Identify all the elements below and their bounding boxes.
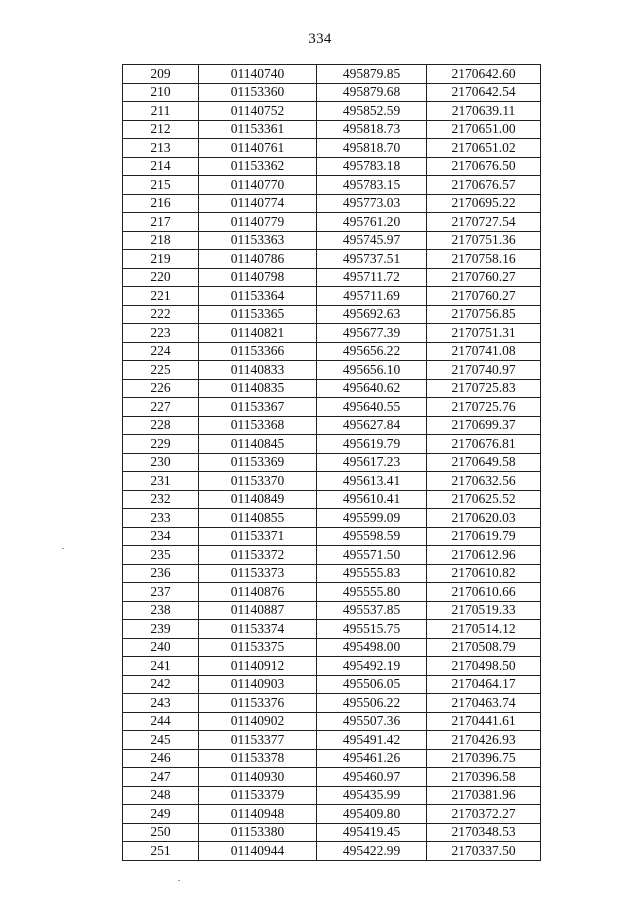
row-number-cell: 245 xyxy=(123,731,199,750)
row-number-cell: 213 xyxy=(123,139,199,158)
x-coordinate-cell: 495852.59 xyxy=(317,102,427,121)
point-id-cell: 01140903 xyxy=(199,675,317,694)
row-number-cell: 244 xyxy=(123,712,199,731)
x-coordinate-cell: 495677.39 xyxy=(317,324,427,343)
point-id-cell: 01140930 xyxy=(199,768,317,787)
table-row xyxy=(123,435,541,454)
point-id-cell: 01140944 xyxy=(199,842,317,861)
row-number-cell: 246 xyxy=(123,749,199,768)
coordinate-table xyxy=(122,64,541,861)
table-row xyxy=(123,157,541,176)
x-coordinate-cell: 495656.10 xyxy=(317,361,427,380)
row-number-cell: 224 xyxy=(123,342,199,361)
x-coordinate-cell: 495745.97 xyxy=(317,231,427,250)
table-row xyxy=(123,287,541,306)
point-id-cell: 01140876 xyxy=(199,583,317,602)
y-coordinate-cell: 2170651.02 xyxy=(427,139,541,158)
y-coordinate-cell: 2170396.75 xyxy=(427,749,541,768)
table-row xyxy=(123,416,541,435)
x-coordinate-cell: 495619.79 xyxy=(317,435,427,454)
y-coordinate-cell: 2170642.54 xyxy=(427,83,541,102)
y-coordinate-cell: 2170463.74 xyxy=(427,694,541,713)
point-id-cell: 01140835 xyxy=(199,379,317,398)
y-coordinate-cell: 2170751.36 xyxy=(427,231,541,250)
row-number-cell: 218 xyxy=(123,231,199,250)
row-number-cell: 247 xyxy=(123,768,199,787)
table-row xyxy=(123,65,541,84)
table-row xyxy=(123,749,541,768)
row-number-cell: 223 xyxy=(123,324,199,343)
table-row xyxy=(123,805,541,824)
point-id-cell: 01140740 xyxy=(199,65,317,84)
table-row xyxy=(123,564,541,583)
y-coordinate-cell: 2170727.54 xyxy=(427,213,541,232)
table-row xyxy=(123,509,541,528)
table-row xyxy=(123,694,541,713)
y-coordinate-cell: 2170649.58 xyxy=(427,453,541,472)
x-coordinate-cell: 495506.22 xyxy=(317,694,427,713)
point-id-cell: 01153364 xyxy=(199,287,317,306)
point-id-cell: 01140786 xyxy=(199,250,317,269)
y-coordinate-cell: 2170676.81 xyxy=(427,435,541,454)
table-row xyxy=(123,527,541,546)
point-id-cell: 01140752 xyxy=(199,102,317,121)
row-number-cell: 239 xyxy=(123,620,199,639)
point-id-cell: 01153360 xyxy=(199,83,317,102)
x-coordinate-cell: 495818.73 xyxy=(317,120,427,139)
y-coordinate-cell: 2170676.50 xyxy=(427,157,541,176)
table-row xyxy=(123,657,541,676)
y-coordinate-cell: 2170464.17 xyxy=(427,675,541,694)
row-number-cell: 209 xyxy=(123,65,199,84)
x-coordinate-cell: 495419.45 xyxy=(317,823,427,842)
y-coordinate-cell: 2170620.03 xyxy=(427,509,541,528)
table-row xyxy=(123,268,541,287)
y-coordinate-cell: 2170441.61 xyxy=(427,712,541,731)
row-number-cell: 214 xyxy=(123,157,199,176)
row-number-cell: 248 xyxy=(123,786,199,805)
point-id-cell: 01153368 xyxy=(199,416,317,435)
y-coordinate-cell: 2170758.16 xyxy=(427,250,541,269)
y-coordinate-cell: 2170498.50 xyxy=(427,657,541,676)
scan-speck xyxy=(178,880,180,881)
table-row xyxy=(123,361,541,380)
point-id-cell: 01153361 xyxy=(199,120,317,139)
row-number-cell: 220 xyxy=(123,268,199,287)
point-id-cell: 01140849 xyxy=(199,490,317,509)
table-row xyxy=(123,638,541,657)
row-number-cell: 229 xyxy=(123,435,199,454)
table-row xyxy=(123,194,541,213)
table-row xyxy=(123,83,541,102)
row-number-cell: 219 xyxy=(123,250,199,269)
row-number-cell: 241 xyxy=(123,657,199,676)
y-coordinate-cell: 2170381.96 xyxy=(427,786,541,805)
table-row xyxy=(123,546,541,565)
point-id-cell: 01140855 xyxy=(199,509,317,528)
y-coordinate-cell: 2170372.27 xyxy=(427,805,541,824)
x-coordinate-cell: 495640.62 xyxy=(317,379,427,398)
x-coordinate-cell: 495422.99 xyxy=(317,842,427,861)
x-coordinate-cell: 495460.97 xyxy=(317,768,427,787)
x-coordinate-cell: 495537.85 xyxy=(317,601,427,620)
point-id-cell: 01153380 xyxy=(199,823,317,842)
point-id-cell: 01153374 xyxy=(199,620,317,639)
table-row xyxy=(123,620,541,639)
point-id-cell: 01153373 xyxy=(199,564,317,583)
point-id-cell: 01153375 xyxy=(199,638,317,657)
x-coordinate-cell: 495783.18 xyxy=(317,157,427,176)
x-coordinate-cell: 495515.75 xyxy=(317,620,427,639)
y-coordinate-cell: 2170756.85 xyxy=(427,305,541,324)
page-number: 334 xyxy=(308,31,332,47)
y-coordinate-cell: 2170612.96 xyxy=(427,546,541,565)
row-number-cell: 236 xyxy=(123,564,199,583)
y-coordinate-cell: 2170396.58 xyxy=(427,768,541,787)
x-coordinate-cell: 495640.55 xyxy=(317,398,427,417)
y-coordinate-cell: 2170642.60 xyxy=(427,65,541,84)
x-coordinate-cell: 495498.00 xyxy=(317,638,427,657)
x-coordinate-cell: 495435.99 xyxy=(317,786,427,805)
x-coordinate-cell: 495692.63 xyxy=(317,305,427,324)
x-coordinate-cell: 495711.72 xyxy=(317,268,427,287)
x-coordinate-cell: 495773.03 xyxy=(317,194,427,213)
table-row xyxy=(123,250,541,269)
row-number-cell: 225 xyxy=(123,361,199,380)
row-number-cell: 217 xyxy=(123,213,199,232)
table-row xyxy=(123,176,541,195)
row-number-cell: 211 xyxy=(123,102,199,121)
y-coordinate-cell: 2170651.00 xyxy=(427,120,541,139)
point-id-cell: 01140948 xyxy=(199,805,317,824)
x-coordinate-cell: 495599.09 xyxy=(317,509,427,528)
row-number-cell: 234 xyxy=(123,527,199,546)
point-id-cell: 01140774 xyxy=(199,194,317,213)
x-coordinate-cell: 495711.69 xyxy=(317,287,427,306)
point-id-cell: 01140779 xyxy=(199,213,317,232)
x-coordinate-cell: 495571.50 xyxy=(317,546,427,565)
y-coordinate-cell: 2170519.33 xyxy=(427,601,541,620)
table-row xyxy=(123,305,541,324)
point-id-cell: 01140902 xyxy=(199,712,317,731)
y-coordinate-cell: 2170725.83 xyxy=(427,379,541,398)
row-number-cell: 210 xyxy=(123,83,199,102)
x-coordinate-cell: 495879.85 xyxy=(317,65,427,84)
row-number-cell: 216 xyxy=(123,194,199,213)
table-row xyxy=(123,102,541,121)
x-coordinate-cell: 495555.83 xyxy=(317,564,427,583)
table-row xyxy=(123,379,541,398)
row-number-cell: 221 xyxy=(123,287,199,306)
x-coordinate-cell: 495598.59 xyxy=(317,527,427,546)
x-coordinate-cell: 495737.51 xyxy=(317,250,427,269)
point-id-cell: 01153372 xyxy=(199,546,317,565)
point-id-cell: 01153379 xyxy=(199,786,317,805)
table-row xyxy=(123,139,541,158)
x-coordinate-cell: 495613.41 xyxy=(317,472,427,491)
row-number-cell: 232 xyxy=(123,490,199,509)
point-id-cell: 01140798 xyxy=(199,268,317,287)
table-row xyxy=(123,675,541,694)
table-row xyxy=(123,823,541,842)
y-coordinate-cell: 2170632.56 xyxy=(427,472,541,491)
y-coordinate-cell: 2170625.52 xyxy=(427,490,541,509)
x-coordinate-cell: 495555.80 xyxy=(317,583,427,602)
y-coordinate-cell: 2170676.57 xyxy=(427,176,541,195)
scan-speck xyxy=(62,548,64,549)
point-id-cell: 01140821 xyxy=(199,324,317,343)
x-coordinate-cell: 495818.70 xyxy=(317,139,427,158)
table-row xyxy=(123,398,541,417)
point-id-cell: 01153366 xyxy=(199,342,317,361)
row-number-cell: 215 xyxy=(123,176,199,195)
row-number-cell: 242 xyxy=(123,675,199,694)
y-coordinate-cell: 2170337.50 xyxy=(427,842,541,861)
x-coordinate-cell: 495879.68 xyxy=(317,83,427,102)
table-body xyxy=(123,65,541,861)
table-row xyxy=(123,213,541,232)
table-row xyxy=(123,786,541,805)
row-number-cell: 227 xyxy=(123,398,199,417)
y-coordinate-cell: 2170508.79 xyxy=(427,638,541,657)
x-coordinate-cell: 495783.15 xyxy=(317,176,427,195)
y-coordinate-cell: 2170699.37 xyxy=(427,416,541,435)
y-coordinate-cell: 2170426.93 xyxy=(427,731,541,750)
row-number-cell: 228 xyxy=(123,416,199,435)
table-row xyxy=(123,120,541,139)
y-coordinate-cell: 2170619.79 xyxy=(427,527,541,546)
point-id-cell: 01140887 xyxy=(199,601,317,620)
table-row xyxy=(123,490,541,509)
y-coordinate-cell: 2170725.76 xyxy=(427,398,541,417)
point-id-cell: 01153370 xyxy=(199,472,317,491)
x-coordinate-cell: 495491.42 xyxy=(317,731,427,750)
point-id-cell: 01153362 xyxy=(199,157,317,176)
x-coordinate-cell: 495656.22 xyxy=(317,342,427,361)
row-number-cell: 237 xyxy=(123,583,199,602)
y-coordinate-cell: 2170751.31 xyxy=(427,324,541,343)
x-coordinate-cell: 495506.05 xyxy=(317,675,427,694)
point-id-cell: 01153365 xyxy=(199,305,317,324)
row-number-cell: 251 xyxy=(123,842,199,861)
table-row xyxy=(123,842,541,861)
point-id-cell: 01153377 xyxy=(199,731,317,750)
table-row xyxy=(123,731,541,750)
table-row xyxy=(123,601,541,620)
table-row xyxy=(123,231,541,250)
row-number-cell: 235 xyxy=(123,546,199,565)
y-coordinate-cell: 2170740.97 xyxy=(427,361,541,380)
row-number-cell: 231 xyxy=(123,472,199,491)
y-coordinate-cell: 2170741.08 xyxy=(427,342,541,361)
row-number-cell: 238 xyxy=(123,601,199,620)
y-coordinate-cell: 2170610.66 xyxy=(427,583,541,602)
y-coordinate-cell: 2170610.82 xyxy=(427,564,541,583)
point-id-cell: 01140845 xyxy=(199,435,317,454)
y-coordinate-cell: 2170695.22 xyxy=(427,194,541,213)
y-coordinate-cell: 2170348.53 xyxy=(427,823,541,842)
row-number-cell: 250 xyxy=(123,823,199,842)
point-id-cell: 01153371 xyxy=(199,527,317,546)
y-coordinate-cell: 2170639.11 xyxy=(427,102,541,121)
table-row xyxy=(123,768,541,787)
table-row xyxy=(123,324,541,343)
table-row xyxy=(123,712,541,731)
row-number-cell: 226 xyxy=(123,379,199,398)
row-number-cell: 212 xyxy=(123,120,199,139)
row-number-cell: 249 xyxy=(123,805,199,824)
x-coordinate-cell: 495617.23 xyxy=(317,453,427,472)
point-id-cell: 01153367 xyxy=(199,398,317,417)
row-number-cell: 230 xyxy=(123,453,199,472)
point-id-cell: 01140912 xyxy=(199,657,317,676)
x-coordinate-cell: 495492.19 xyxy=(317,657,427,676)
row-number-cell: 222 xyxy=(123,305,199,324)
table-row xyxy=(123,583,541,602)
table-row xyxy=(123,453,541,472)
point-id-cell: 01153378 xyxy=(199,749,317,768)
y-coordinate-cell: 2170760.27 xyxy=(427,287,541,306)
row-number-cell: 243 xyxy=(123,694,199,713)
table-row xyxy=(123,342,541,361)
x-coordinate-cell: 495507.36 xyxy=(317,712,427,731)
x-coordinate-cell: 495461.26 xyxy=(317,749,427,768)
row-number-cell: 240 xyxy=(123,638,199,657)
point-id-cell: 01153376 xyxy=(199,694,317,713)
x-coordinate-cell: 495409.80 xyxy=(317,805,427,824)
y-coordinate-cell: 2170760.27 xyxy=(427,268,541,287)
y-coordinate-cell: 2170514.12 xyxy=(427,620,541,639)
point-id-cell: 01153369 xyxy=(199,453,317,472)
x-coordinate-cell: 495610.41 xyxy=(317,490,427,509)
x-coordinate-cell: 495761.20 xyxy=(317,213,427,232)
row-number-cell: 233 xyxy=(123,509,199,528)
point-id-cell: 01140770 xyxy=(199,176,317,195)
point-id-cell: 01153363 xyxy=(199,231,317,250)
table-row xyxy=(123,472,541,491)
point-id-cell: 01140761 xyxy=(199,139,317,158)
x-coordinate-cell: 495627.84 xyxy=(317,416,427,435)
point-id-cell: 01140833 xyxy=(199,361,317,380)
